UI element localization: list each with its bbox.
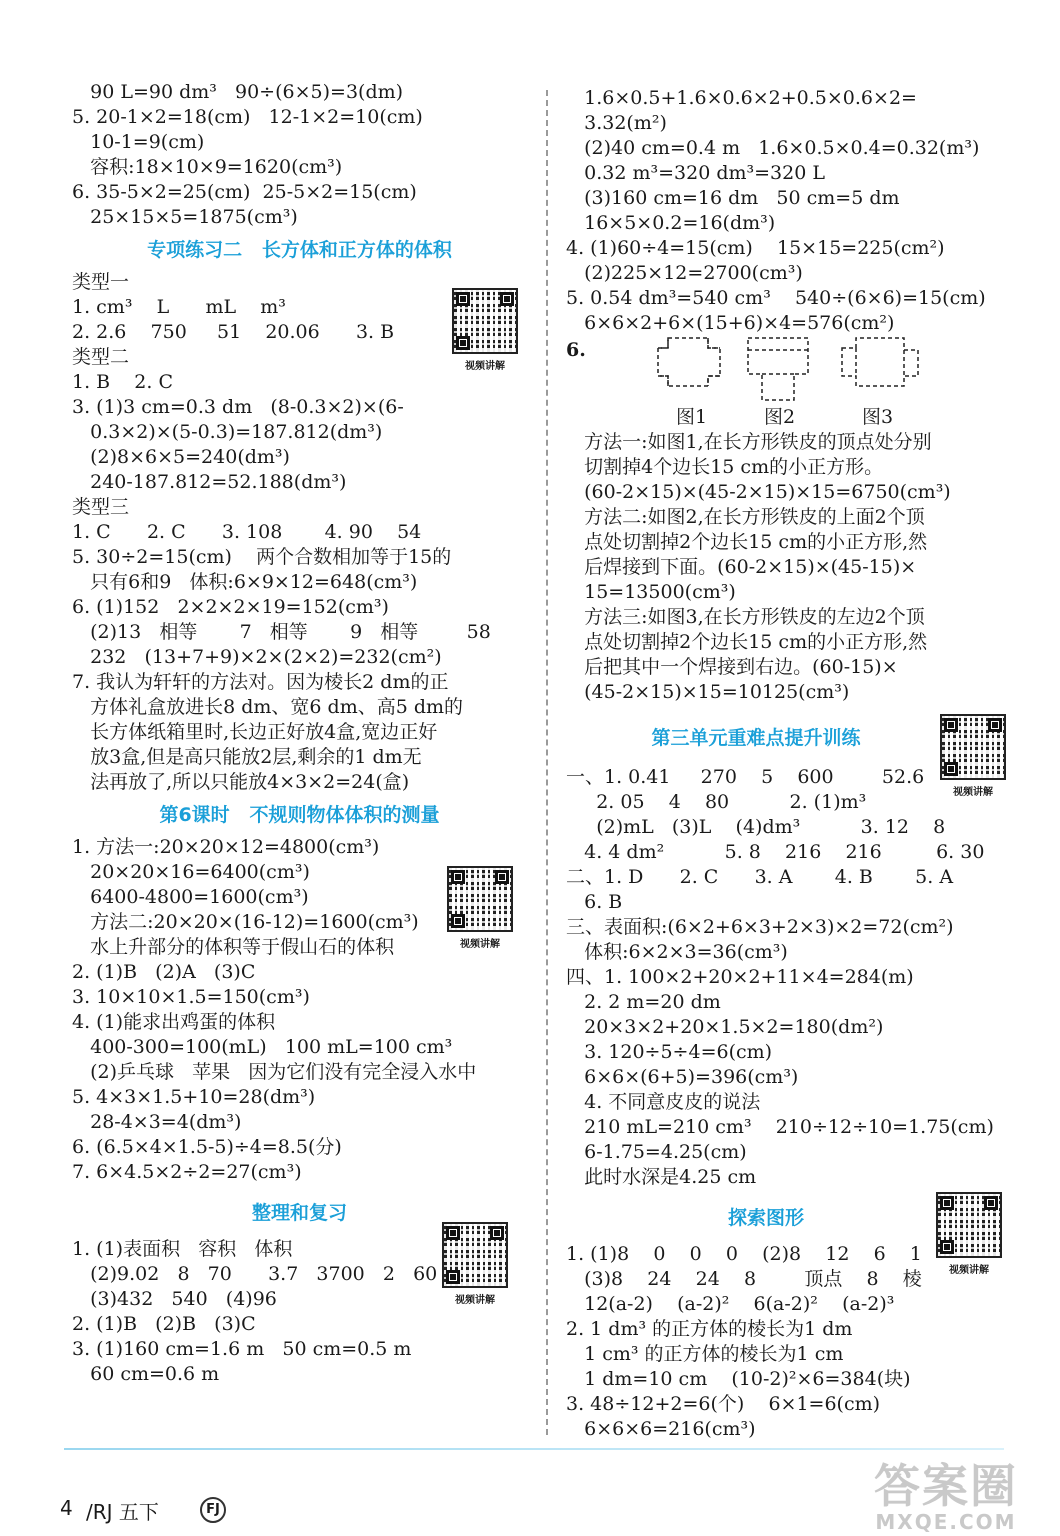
answer-line: 类型三 (72, 496, 130, 518)
qr-code-icon (452, 288, 518, 354)
answer-line: 4. (1)能求出鸡蛋的体积 (72, 1011, 276, 1033)
qr-label: 视频讲解 (465, 361, 505, 372)
qr-label: 视频讲解 (949, 1265, 989, 1276)
column-divider (546, 90, 548, 1435)
qr-code-icon (442, 1222, 508, 1288)
answer-block (566, 86, 1026, 336)
answer-line: 法再放了,所以只能放4×3×2=24(盒) (72, 771, 410, 793)
answer-line: 一、1. 0.41 270 5 600 52.6 (566, 766, 925, 788)
answer-line: (2)mL (3)L (4)dm³ 3. 12 8 (566, 816, 946, 838)
answer-line: 0.32 m³=320 dm³=320 L (566, 162, 825, 184)
answer-line: 2. 2.6 750 51 20.06 3. B (72, 321, 395, 343)
qr-code-icon (940, 714, 1006, 780)
figure-caption: 图2 (764, 406, 796, 428)
answer-line: 6×6×(6+5)=396(cm³) (566, 1066, 799, 1088)
answer-line: 1. (1)8 0 0 0 (2)8 12 6 1 (566, 1243, 922, 1265)
answer-line: 4. 不同意皮皮的说法 (566, 1091, 761, 1113)
section-title: 探索图形 (727, 1207, 804, 1229)
answer-line: (3)432 540 (4)96 (72, 1288, 277, 1310)
qr-code[interactable] (442, 1222, 508, 1306)
answer-line: (2)9.02 8 70 3.7 3700 2 60 (72, 1263, 438, 1285)
qr-code[interactable] (940, 714, 1006, 798)
answer-line: 四、1. 100×2+20×2+11×4=284(m) (566, 966, 914, 988)
answer-line: 7. 6×4.5×2÷2=27(cm³) (72, 1161, 302, 1183)
qr-code[interactable] (452, 288, 518, 372)
answer-line: 1. (1)表面积 容积 体积 (72, 1238, 293, 1260)
qr-label: 视频讲解 (460, 939, 500, 950)
answer-line: 3. (1)160 cm=1.6 m 50 cm=0.5 m (72, 1338, 412, 1360)
left-column (72, 80, 527, 1387)
answer-line: 6×6×6=216(cm³) (566, 1418, 756, 1440)
answer-line: 1 cm³ 的正方体的棱长为1 cm (566, 1343, 844, 1365)
edition-badge: FJ (200, 1497, 226, 1523)
answer-line: 3. 48÷12+2=6(个) 6×1=6(cm) (566, 1393, 881, 1415)
answer-line: 后焊接到下面。(60-2×15)×(45-15)× (566, 556, 917, 578)
answer-line: 2. 05 4 80 2. (1)m³ (566, 791, 867, 813)
answer-line: 长方体纸箱里时,长边正好放4盒,宽边正好 (72, 721, 438, 743)
answer-line: (3)160 cm=16 dm 50 cm=5 dm (566, 187, 900, 209)
answer-line: 0.3×2)×(5-0.3)=187.812(dm³) (72, 421, 383, 443)
answer-line: 3. 120÷5÷4=6(cm) (566, 1041, 773, 1063)
section-title: 第6课时 不规则物体体积的测量 (159, 804, 440, 826)
answer-line: 切割掉4个边长15 cm的小正方形。 (566, 456, 884, 478)
answer-line: 60 cm=0.6 m (72, 1363, 220, 1385)
answer-line: 6. 35-5×2=25(cm) 25-5×2=15(cm) (72, 181, 417, 203)
answer-line: 二、1. D 2. C 3. A 4. B 5. A (566, 866, 954, 888)
answer-line: 12(a-2) (a-2)² 6(a-2)² (a-2)³ (566, 1293, 895, 1315)
answer-line: 400-300=100(mL) 100 mL=100 cm³ (72, 1036, 453, 1058)
answer-line: 三、表面积:(6×2+6×3+2×3)×2=72(cm²) (566, 916, 954, 938)
answer-line: 方法三:如图3,在长方形铁皮的左边2个顶 (566, 606, 925, 628)
watermark-main: 答案圈 (874, 1459, 1018, 1513)
answer-line: 6×6×2+6×(15+6)×4=576(cm²) (566, 312, 895, 334)
answer-line: (2)225×12=2700(cm³) (566, 262, 803, 284)
answer-line: 2. (1)B (2)B (3)C (72, 1313, 256, 1335)
qr-code-icon (447, 866, 513, 932)
answer-line: 方法二:20×20×(16-12)=1600(cm³) (72, 911, 419, 933)
answer-line: 25×15×5=1875(cm³) (72, 206, 298, 228)
answer-line: 容积:18×10×9=1620(cm³) (72, 156, 343, 178)
answer-line: 1. 方法一:20×20×12=4800(cm³) (72, 836, 380, 858)
answer-line: 5. 4×3×1.5+10=28(dm³) (72, 1086, 316, 1108)
answer-line: 7. 我认为轩轩的方法对。因为棱长2 dm的正 (72, 671, 449, 693)
answer-line: 90 L=90 dm³ 90÷(6×5)=3(dm) (72, 81, 404, 103)
answer-block (566, 765, 1026, 1190)
answer-line: (2)40 cm=0.4 m 1.6×0.5×0.4=0.32(m³) (566, 137, 980, 159)
figure-caption: 图1 (676, 406, 708, 428)
answer-line: 方体礼盒放进长8 dm、宽6 dm、高5 dm的 (72, 696, 464, 718)
figure-caption: 图3 (862, 406, 894, 428)
answer-line: 2. (1)B (2)A (3)C (72, 961, 256, 983)
figure-captions (566, 402, 1026, 430)
section-title: 整理和复习 (251, 1202, 347, 1224)
answer-line: 只有6和9 体积:6×9×12=648(cm³) (72, 571, 418, 593)
answer-line: 6. B (566, 891, 623, 913)
answer-line: 6. (1)152 2×2×2×19=152(cm³) (72, 596, 389, 618)
answer-line: 240-187.812=52.188(dm³) (72, 471, 347, 493)
answer-line: 210 mL=210 cm³ 210÷12÷10=1.75(cm) (566, 1116, 994, 1138)
answer-line: (60-2×15)×(45-2×15)×15=6750(cm³) (566, 481, 951, 503)
answer-line: (2)13 相等 7 相等 9 相等 58 (72, 621, 491, 643)
answer-line: 1 dm=10 cm (10-2)²×6=384(块) (566, 1368, 911, 1390)
book-tag: /RJ 五下 (86, 1500, 159, 1524)
answer-line: 水上升部分的体积等于假山石的体积 (72, 936, 395, 958)
answer-line: 6400-4800=1600(cm³) (72, 886, 309, 908)
answer-line: 3. (1)3 cm=0.3 dm (8-0.3×2)×(6- (72, 396, 404, 418)
section-title: 专项练习二 长方体和正方体的体积 (147, 239, 452, 261)
section-title: 第三单元重难点提升训练 (651, 727, 861, 749)
answer-line: 方法二:如图2,在长方形铁皮的上面2个顶 (566, 506, 925, 528)
answer-line: (3)8 24 24 8 顶点 8 棱 (566, 1268, 922, 1290)
answer-line: 10-1=9(cm) (72, 131, 205, 153)
answer-line: 3.32(m²) (566, 112, 667, 134)
figure-2-inner (748, 350, 808, 374)
answer-line: 5. 30÷2=15(cm) 两个合数相加等于15的 (72, 546, 452, 568)
answer-line: 15=13500(cm³) (566, 581, 736, 603)
answer-line: 后把其中一个焊接到右边。(60-15)× (566, 656, 898, 678)
answer-line: 3. 10×10×1.5=150(cm³) (72, 986, 310, 1008)
qr-code[interactable] (936, 1192, 1002, 1276)
answer-line: 2. 2 m=20 dm (566, 991, 721, 1013)
answer-line: 体积:6×2×3=36(cm³) (566, 941, 788, 963)
answer-line: 5. 20-1×2=18(cm) 12-1×2=10(cm) (72, 106, 423, 128)
answer-line: 20×3×2+20×1.5×2=180(dm²) (566, 1016, 884, 1038)
answer-line: 4. (1)60÷4=15(cm) 15×15=225(cm²) (566, 237, 945, 259)
page-number: 4 (60, 1496, 73, 1520)
answer-line: 点处切割掉2个边长15 cm的小正方形,然 (566, 631, 928, 653)
figure-2-net (748, 338, 808, 400)
answer-line: 232 (13+7+9)×2×(2×2)=232(cm²) (72, 646, 442, 668)
answer-line: 1. cm³ L mL m³ (72, 296, 286, 318)
answer-line: 方法一:如图1,在长方形铁皮的顶点处分别 (566, 431, 932, 453)
answer-line: (2)乒乓球 苹果 因为它们没有完全浸入水中 (72, 1061, 477, 1083)
qr-label: 视频讲解 (953, 787, 993, 798)
question-number: 6. (566, 339, 586, 361)
footer-rule (64, 1448, 1004, 1450)
answer-line: 20×20×16=6400(cm³) (72, 861, 310, 883)
figure-3-inner (856, 348, 904, 376)
answer-block (72, 80, 527, 230)
net-figures (656, 336, 956, 402)
answer-line: 2. 1 dm³ 的正方体的棱长为1 dm (566, 1318, 853, 1340)
answer-line: 6. (6.5×4×1.5-5)÷4=8.5(分) (72, 1136, 342, 1158)
answer-line: 此时水深是4.25 cm (566, 1166, 757, 1188)
answer-line: 1.6×0.5+1.6×0.6×2+0.5×0.6×2= (566, 87, 917, 109)
figure-3-net (842, 338, 918, 386)
qr-label: 视频讲解 (455, 1295, 495, 1306)
answer-line: 点处切割掉2个边长15 cm的小正方形,然 (566, 531, 928, 553)
answer-line: 放3盒,但是高只能放2层,剩余的1 dm无 (72, 746, 422, 768)
answer-line: 1. B 2. C (72, 371, 173, 393)
answer-line: 16×5×0.2=16(dm³) (566, 212, 776, 234)
answer-line: 5. 0.54 dm³=540 cm³ 540÷(6×6)=15(cm) (566, 287, 986, 309)
answer-line: 28-4×3=4(dm³) (72, 1111, 242, 1133)
answer-line: (45-2×15)×15=10125(cm³) (566, 681, 850, 703)
answer-line: 1. C 2. C 3. 108 4. 90 54 (72, 521, 422, 543)
watermark-sub: MXQE.COM (875, 1510, 1017, 1534)
qr-code[interactable] (447, 866, 513, 950)
watermark-logo (874, 1459, 1018, 1534)
answer-line: (2)8×6×5=240(dm³) (72, 446, 290, 468)
answer-line: 4. 4 dm² 5. 8 216 216 6. 30 (566, 841, 985, 863)
qr-code-icon (936, 1192, 1002, 1258)
answer-line: 6-1.75=4.25(cm) (566, 1141, 747, 1163)
figure-row (566, 336, 1026, 402)
answer-line: 类型二 (72, 346, 130, 368)
answer-line: 类型一 (72, 271, 130, 293)
answer-block (566, 430, 1026, 705)
